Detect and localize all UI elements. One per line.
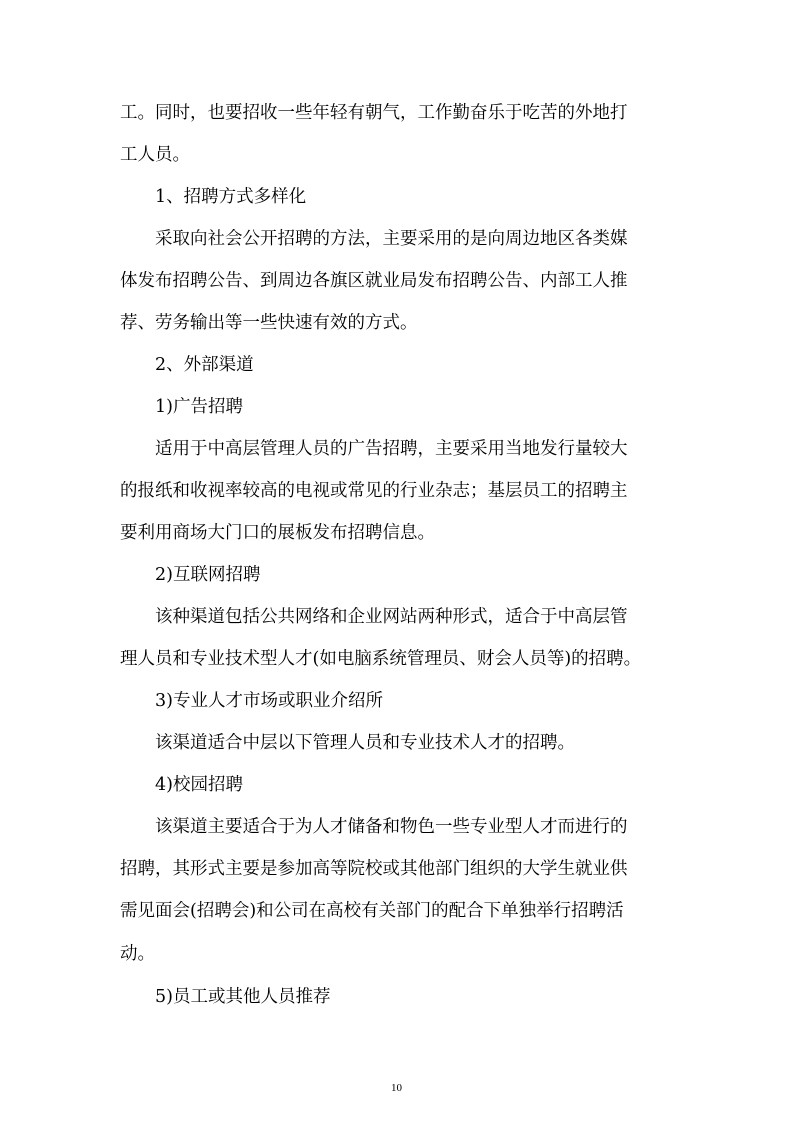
paragraph-line: 动。 (120, 944, 155, 964)
paragraph-line: 理人员和专业技术型人才(如电脑系统管理员、财会人员等)的招聘。 (120, 649, 642, 669)
body-text (120, 92, 675, 1018)
paragraph-line: 该渠道适合中层以下管理人员和专业技术人才的招聘。 (155, 733, 575, 753)
section-heading: 2、外部渠道 (155, 355, 254, 375)
subsection-heading: 4)校园招聘 (155, 775, 243, 795)
paragraph-line: 需见面会(招聘会)和公司在高校有关部门的配合下单独举行招聘活 (120, 901, 624, 921)
paragraph-line: 工。同时，也要招收一些年轻有朝气，工作勤奋乐于吃苦的外地打 (120, 103, 628, 123)
paragraph-line: 适用于中高层管理人员的广告招聘，主要采用当地发行量较大 (155, 439, 628, 459)
section-heading: 1、招聘方式多样化 (155, 187, 307, 207)
paragraph-line: 荐、劳务输出等一些快速有效的方式。 (120, 313, 418, 333)
subsection-heading: 5)员工或其他人员推荐 (155, 987, 331, 1007)
subsection-heading: 3)专业人才市场或职业介绍所 (155, 691, 383, 711)
paragraph-line: 该渠道主要适合于为人才储备和物色一些专业型人才而进行的 (155, 817, 628, 837)
page-number: 10 (391, 1082, 402, 1094)
paragraph-line: 工人员。 (120, 145, 190, 165)
subsection-heading: 1)广告招聘 (155, 397, 243, 417)
paragraph-line: 该种渠道包括公共网络和企业网站两种形式，适合于中高层管 (155, 607, 628, 627)
paragraph-line: 招聘，其形式主要是参加高等院校或其他部门组织的大学生就业供 (120, 859, 628, 879)
paragraph-line: 体发布招聘公告、到周边各旗区就业局发布招聘公告、内部工人推 (120, 271, 628, 291)
subsection-heading: 2)互联网招聘 (155, 565, 261, 585)
paragraph-line: 的报纸和收视率较高的电视或常见的行业杂志；基层员工的招聘主 (120, 481, 628, 501)
paragraph-line: 采取向社会公开招聘的方法，主要采用的是向周边地区各类媒 (155, 229, 628, 249)
paragraph-line: 要利用商场大门口的展板发布招聘信息。 (120, 523, 435, 543)
